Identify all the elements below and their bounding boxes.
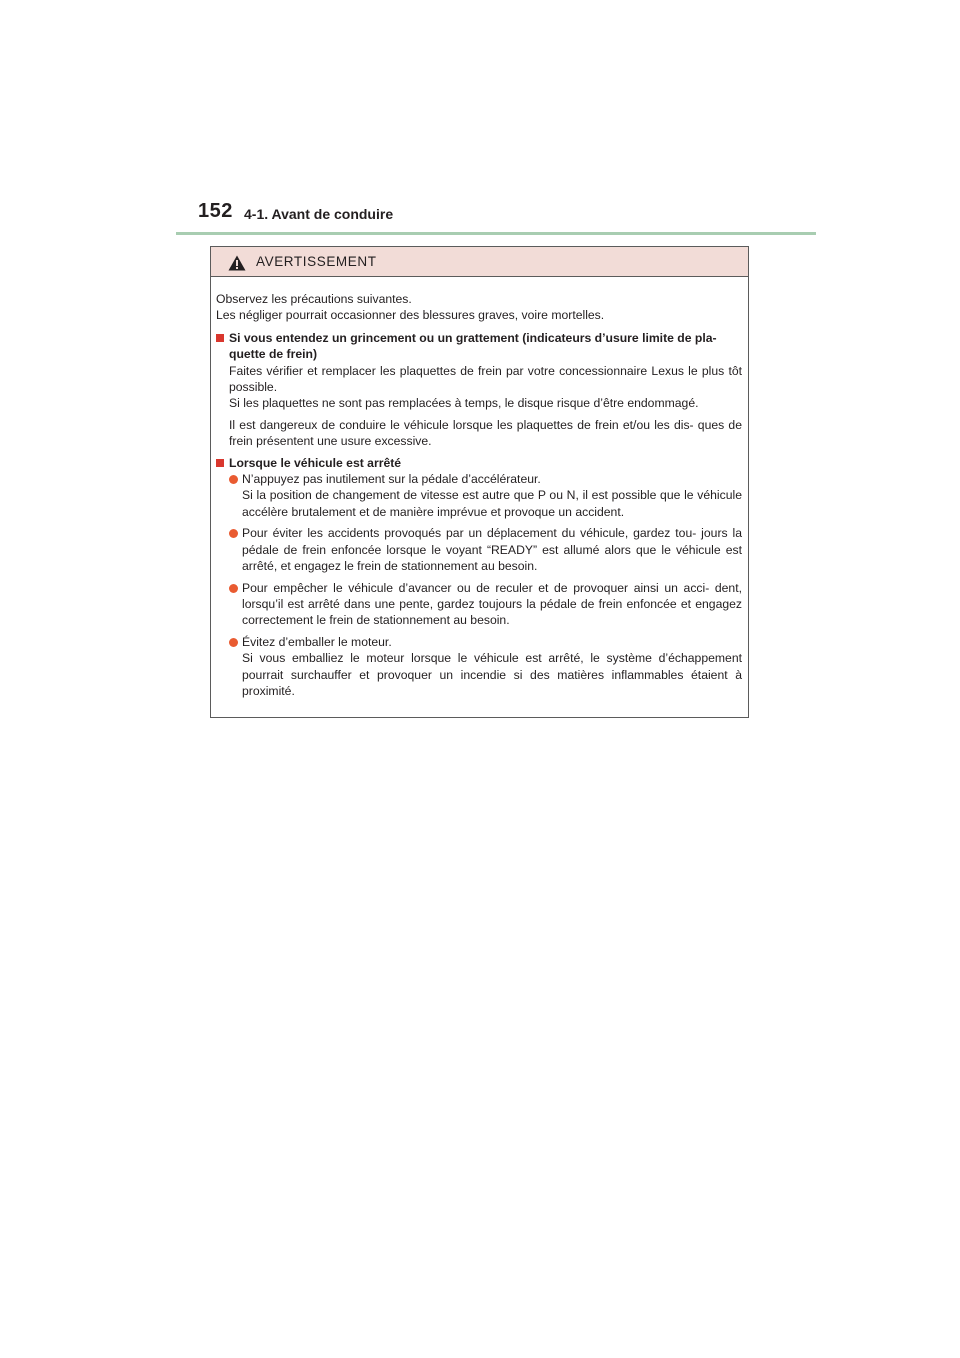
- header-divider: [176, 232, 816, 235]
- subsection-heading-text: Lorsque le véhicule est arrêté: [229, 455, 402, 470]
- page-number: 152: [198, 200, 233, 222]
- warning-box: [210, 246, 749, 718]
- paragraph-line: Faites vérifier et remplacer les plaquettes de frein par votre concessionnaire Lexus le plus tôt possible.: [229, 363, 742, 395]
- bullet-item: [216, 634, 742, 700]
- bullet-line: N’appuyez pas inutilement sur la pédale d’accélérateur.: [242, 472, 541, 487]
- intro-line: Les négliger pourrait occasionner des blessures graves, voire mortelles.: [216, 308, 605, 323]
- intro-line: Observez les précautions suivantes.: [216, 292, 412, 306]
- square-bullet-icon: [216, 459, 224, 467]
- bullet-line: Pour empêcher le véhicule d’avancer ou de reculer et de provoquer ainsi un acci- dent, lorsqu’il est arrêté dans une pente, gardez toujours la pédale de frein enfoncée et engagez correctement le frein de stationnement au besoin.: [242, 580, 742, 628]
- square-bullet-icon: [216, 334, 224, 342]
- round-bullet-icon: [229, 475, 238, 484]
- warning-title: AVERTISSEMENT: [256, 254, 377, 269]
- subsection-heading: [216, 330, 742, 363]
- bullet-item: [216, 471, 742, 520]
- paragraph: [216, 363, 742, 412]
- paragraph-line: Si les plaquettes ne sont pas remplacées à temps, le disque risque d’être endommagé.: [229, 396, 699, 411]
- round-bullet-icon: [229, 529, 238, 538]
- subsection-heading-text: Si vous entendez un grincement ou un grattement (indicateurs d’usure limite de pla- quette de frein): [229, 330, 717, 362]
- warning-triangle-icon: [228, 255, 246, 271]
- round-bullet-icon: [229, 584, 238, 593]
- warning-body: [211, 277, 748, 699]
- bullet-item: [216, 580, 742, 629]
- bullet-line: Si vous emballiez le moteur lorsque le véhicule est arrêté, le système d’échappement pourrait surchauffer et provoquer un incendie si des matières inflammables étaient à proximité.: [242, 651, 742, 698]
- bullet-line: Évitez d’emballer le moteur.: [242, 634, 392, 649]
- subsection-heading: [216, 455, 742, 471]
- bullet-line: Pour éviter les accidents provoqués par un déplacement du véhicule, gardez tou- jours la pédale de frein enfoncée lorsque le voyant “READY” est allumé alors que le véhicule est arrêté, et engagez le frein de stationnement au besoin.: [242, 526, 742, 574]
- section-title: 4-1. Avant de conduire: [244, 206, 394, 222]
- warning-header: [211, 247, 748, 277]
- bullet-item: [216, 525, 742, 574]
- bullet-line: Si la position de changement de vitesse est autre que P ou N, il est possible que le véhicule accélère brutalement et de manière imprévue et provoque un accident.: [242, 488, 742, 519]
- paragraph: Il est dangereux de conduire le véhicule lorsque les plaquettes de frein et/ou les dis- ques de frein présentent une usure excessive.: [229, 417, 742, 449]
- round-bullet-icon: [229, 638, 238, 647]
